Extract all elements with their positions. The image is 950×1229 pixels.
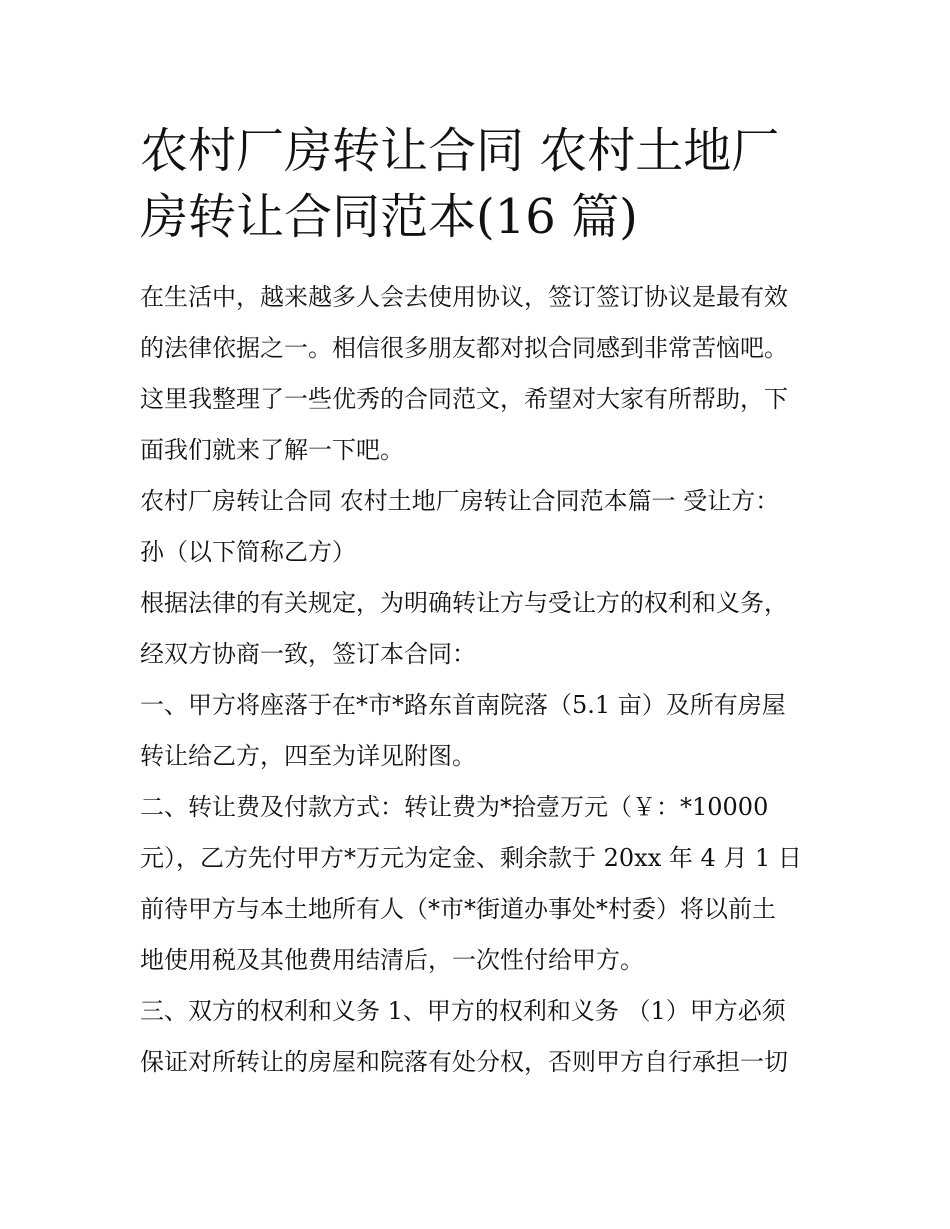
text-line: 这里我整理了一些优秀的合同范文，希望对大家有所帮助，下: [140, 385, 788, 413]
clause-3-paragraph: [140, 986, 820, 1088]
text-line: 经双方协商一致，签订本合同：: [140, 640, 476, 668]
text-line: 地使用税及其他费用结清后，一次性付给甲方。: [140, 946, 644, 974]
text-line: 面我们就来了解一下吧。: [140, 436, 404, 464]
contract-heading-paragraph: [140, 476, 820, 578]
text-line: 的法律依据之一。相信很多朋友都对拟合同感到非常苦恼吧。: [140, 334, 788, 362]
text-line: 元），乙方先付甲方*万元为定金、剩余款于 20xx 年 4 月 1 日: [140, 844, 802, 872]
text-line: 保证对所转让的房屋和院落有处分权，否则甲方自行承担一切: [140, 1048, 788, 1076]
text-line: 农村厂房转让合同 农村土地厂房转让合同范本篇一 受让方：: [140, 487, 780, 515]
legal-basis-paragraph: [140, 578, 820, 680]
title-line-1: 农村厂房转让合同 农村土地厂: [140, 123, 780, 179]
intro-paragraph: [140, 272, 820, 476]
text-line: 在生活中，越来越多人会去使用协议，签订签订协议是最有效: [140, 283, 788, 311]
text-line: 前待甲方与本土地所有人（*市*街道办事处*村委）将以前土: [140, 895, 776, 923]
text-line: 二、转让费及付款方式：转让费为*拾壹万元（￥：*10000: [140, 793, 769, 821]
document-title: [140, 118, 820, 250]
clause-1-paragraph: [140, 680, 820, 782]
text-line: 根据法律的有关规定，为明确转让方与受让方的权利和义务，: [140, 589, 788, 617]
document-page: [140, 118, 820, 1088]
clause-2-paragraph: [140, 782, 820, 986]
title-line-2: 房转让合同范本(16 篇): [140, 189, 638, 245]
text-line: 孙（以下简称乙方）: [140, 538, 356, 566]
text-line: 三、双方的权利和义务 1、甲方的权利和义务 （1）甲方必须: [140, 997, 786, 1025]
text-line: 转让给乙方，四至为详见附图。: [140, 742, 476, 770]
text-line: 一、甲方将座落于在*市*路东首南院落（5.1 亩）及所有房屋: [140, 691, 786, 719]
